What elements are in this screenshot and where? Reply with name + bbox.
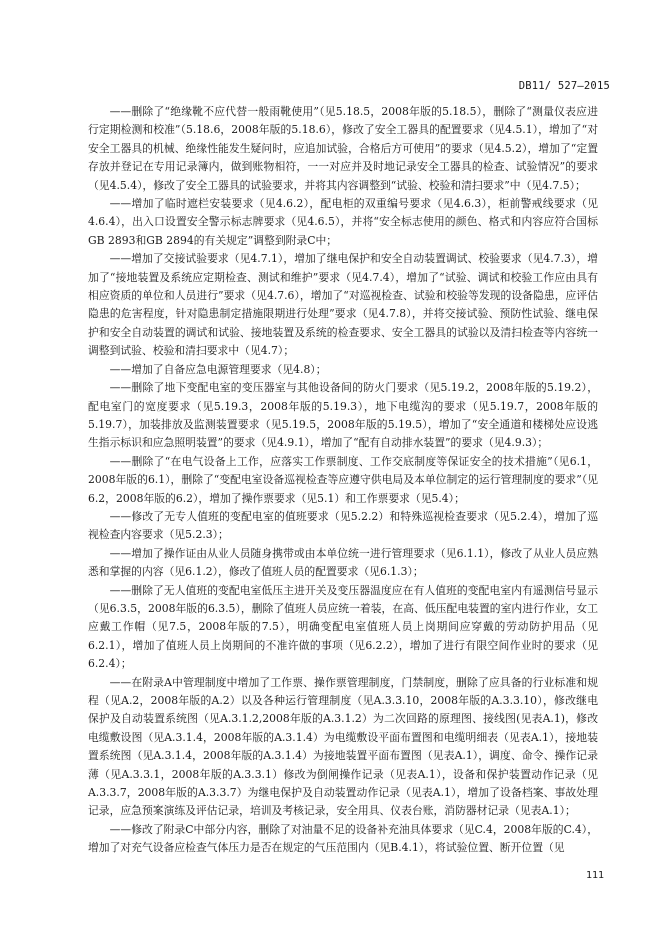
paragraph: ——在附录A中管理制度中增加了工作票、操作票管理制度，门禁制度，删除了应具备的行业标准和规程（见A.2，2008年版的A.2）以及各种运行管理制度（见A.3.3.10，2008年版的A.3.3.10），修改继电保护及自动装置系统图（见A.3.1.2,2008年版的A.3.1.2）为二次回路的原理图、接线图(见表A.1)，修改电缆敷设图（见A.3.1.4，2008年版的A.3.1.4）为电缆敷设平面布置图和电缆明细表（见表A.1），接地装置系统图（见A.3.1.4，2008年版的A.3.1.4）为接地装置平面布置图（见表A.1），调度、命令、操作记录薄（见A.3.3.1，2008年版的A.3.3.1）修改为倒闸操作记录（见表A.1），设备和保护装置动作记录（见A.3.3.7，2008年版的A.3.3.7）为继电保护及自动装置动作记录（见表A.1），增加了设备档案、事故处理记录，应急预案演练及评估记录，培训及考核记录，安全用具、仪表台账，消防器材记录（见表A.1）； bbox=[88, 675, 598, 818]
page-number: 111 bbox=[585, 870, 604, 881]
paragraph: ——删除了“在电气设备上工作，应落实工作票制度、工作交底制度等保证安全的技术措施”（见6.1，2008年版的6.1），删除了“变配电室设备巡视检查等应遵守供电局及本单位制定的运行管理制度的要求”（见6.2，2008年版的6.2），增加了操作票要求（见5.1）和工作票要求（见5.4）； bbox=[88, 454, 598, 505]
paragraph: ——删除了“绝缘靴不应代替一般雨靴使用”（见5.18.5，2008年版的5.18.5），删除了“测量仪表应进行定期检测和校准”（5.18.6，2008年版的5.18.6），修改了安全工器具的配置要求（见4.5.1），增加了“对安全工器具的机械、绝缘性能发生疑问时，应追加试验，合格后方可使用”的要求（见4.5.2），增加了“定置存放并登记在专用记录簿内，做到账物相符，一一对应并及时地记录安全工器具的检查、试验情况”的要求（见4.5.4），修改了安全工器具的试验要求，并将其内容调整到“试验、校验和清扫要求”中（见4.7.5）； bbox=[88, 105, 598, 192]
paragraph: ——修改了附录C中部分内容，删除了对油量不足的设备补充油具体要求（见C.4，2008年版的C.4），增加了对充气设备应检查气体压力是否在规定的气压范围内（见B.4.1），将试验位置、断开位置（见 bbox=[88, 822, 598, 855]
paragraph: ——增加了操作证由从业人员随身携带或由本单位统一进行管理要求（见6.1.1），修改了从业人员应熟悉和掌握的内容（见6.1.2），修改了值班人员的配置要求（见6.1.3）； bbox=[88, 546, 598, 579]
paragraph: ——增加了自备应急电源管理要求（见4.8）； bbox=[109, 362, 327, 376]
paragraph: ——删除了地下变配电室的变压器室与其他设备间的防火门要求（见5.19.2，2008年版的5.19.2），配电室门的宽度要求（见5.19.3，2008年版的5.19.3），地下电缆沟的要求（见5.19.7，2008年版的5.19.7），加装排放及监测装置要求（见5.19.5，2008年版的5.19.5），增加了“安全通道和楼梯处应设逃生指示标识和应急照明装置”的要求（见4.9.1），增加了“配有自动排水装置”的要求（见4.9.3）； bbox=[88, 381, 598, 450]
paragraph: ——删除了无人值班的变配电室低压主进开关及变压器温度应在有人值班的变配电室内有遥测信号显示（见6.3.5，2008年版的6.3.5），删除了值班人员应统一着装，在高、低压配电装置的室内进行作业，女工应戴工作帽（见7.5，2008年版的7.5），明确变配电室值班人员上岗期间应穿戴的劳动防护用品（见6.2.1），增加了值班人员上岗期间的不准许做的事项（见6.2.2），增加了进行有限空间作业时的要求（见6.2.4）； bbox=[88, 583, 598, 671]
paragraph: ——增加了交接试验要求（见4.7.1），增加了继电保护和安全自动装置调试、校验要求（见4.7.3），增加了“接地装置及系统应定期检查、测试和维护”要求（见4.7.4），增加了“试验、调试和校验工作应由具有相应资质的单位和人员进行”要求（见4.7.6），增加了“对巡视检查、试验和校验等发现的设备隐患，应评估隐患的危害程度，针对隐患制定措施限期进行处理”要求（见4.7.8），并将交接试验、预防性试验、继电保护和安全自动装置的调试和试验、接地装置及系统的检查要求、安全工器具的试验以及清扫检查等内容统一调整到试验、校验和清扫要求中（见4.7）； bbox=[88, 252, 598, 358]
standard-code: DB11/ 527—2015 bbox=[518, 80, 610, 92]
paragraph: ——修改了无专人值班的变配电室的值班要求（见5.2.2）和特殊巡视检查要求（见5.2.4），增加了巡视检查内容要求（见5.2.3）； bbox=[88, 509, 598, 542]
body-text bbox=[88, 103, 598, 858]
paragraph: ——增加了临时遮栏安装要求（见4.6.2），配电柜的双重编号要求（见4.6.3），柜前警戒线要求（见4.6.4），出入口设置安全警示标志牌要求（见4.6.5），并将“安全标志使用的颜色、格式和内容应符合国标GB 2893和GB 2894的有关规定”调整到附录C中； bbox=[88, 197, 598, 247]
